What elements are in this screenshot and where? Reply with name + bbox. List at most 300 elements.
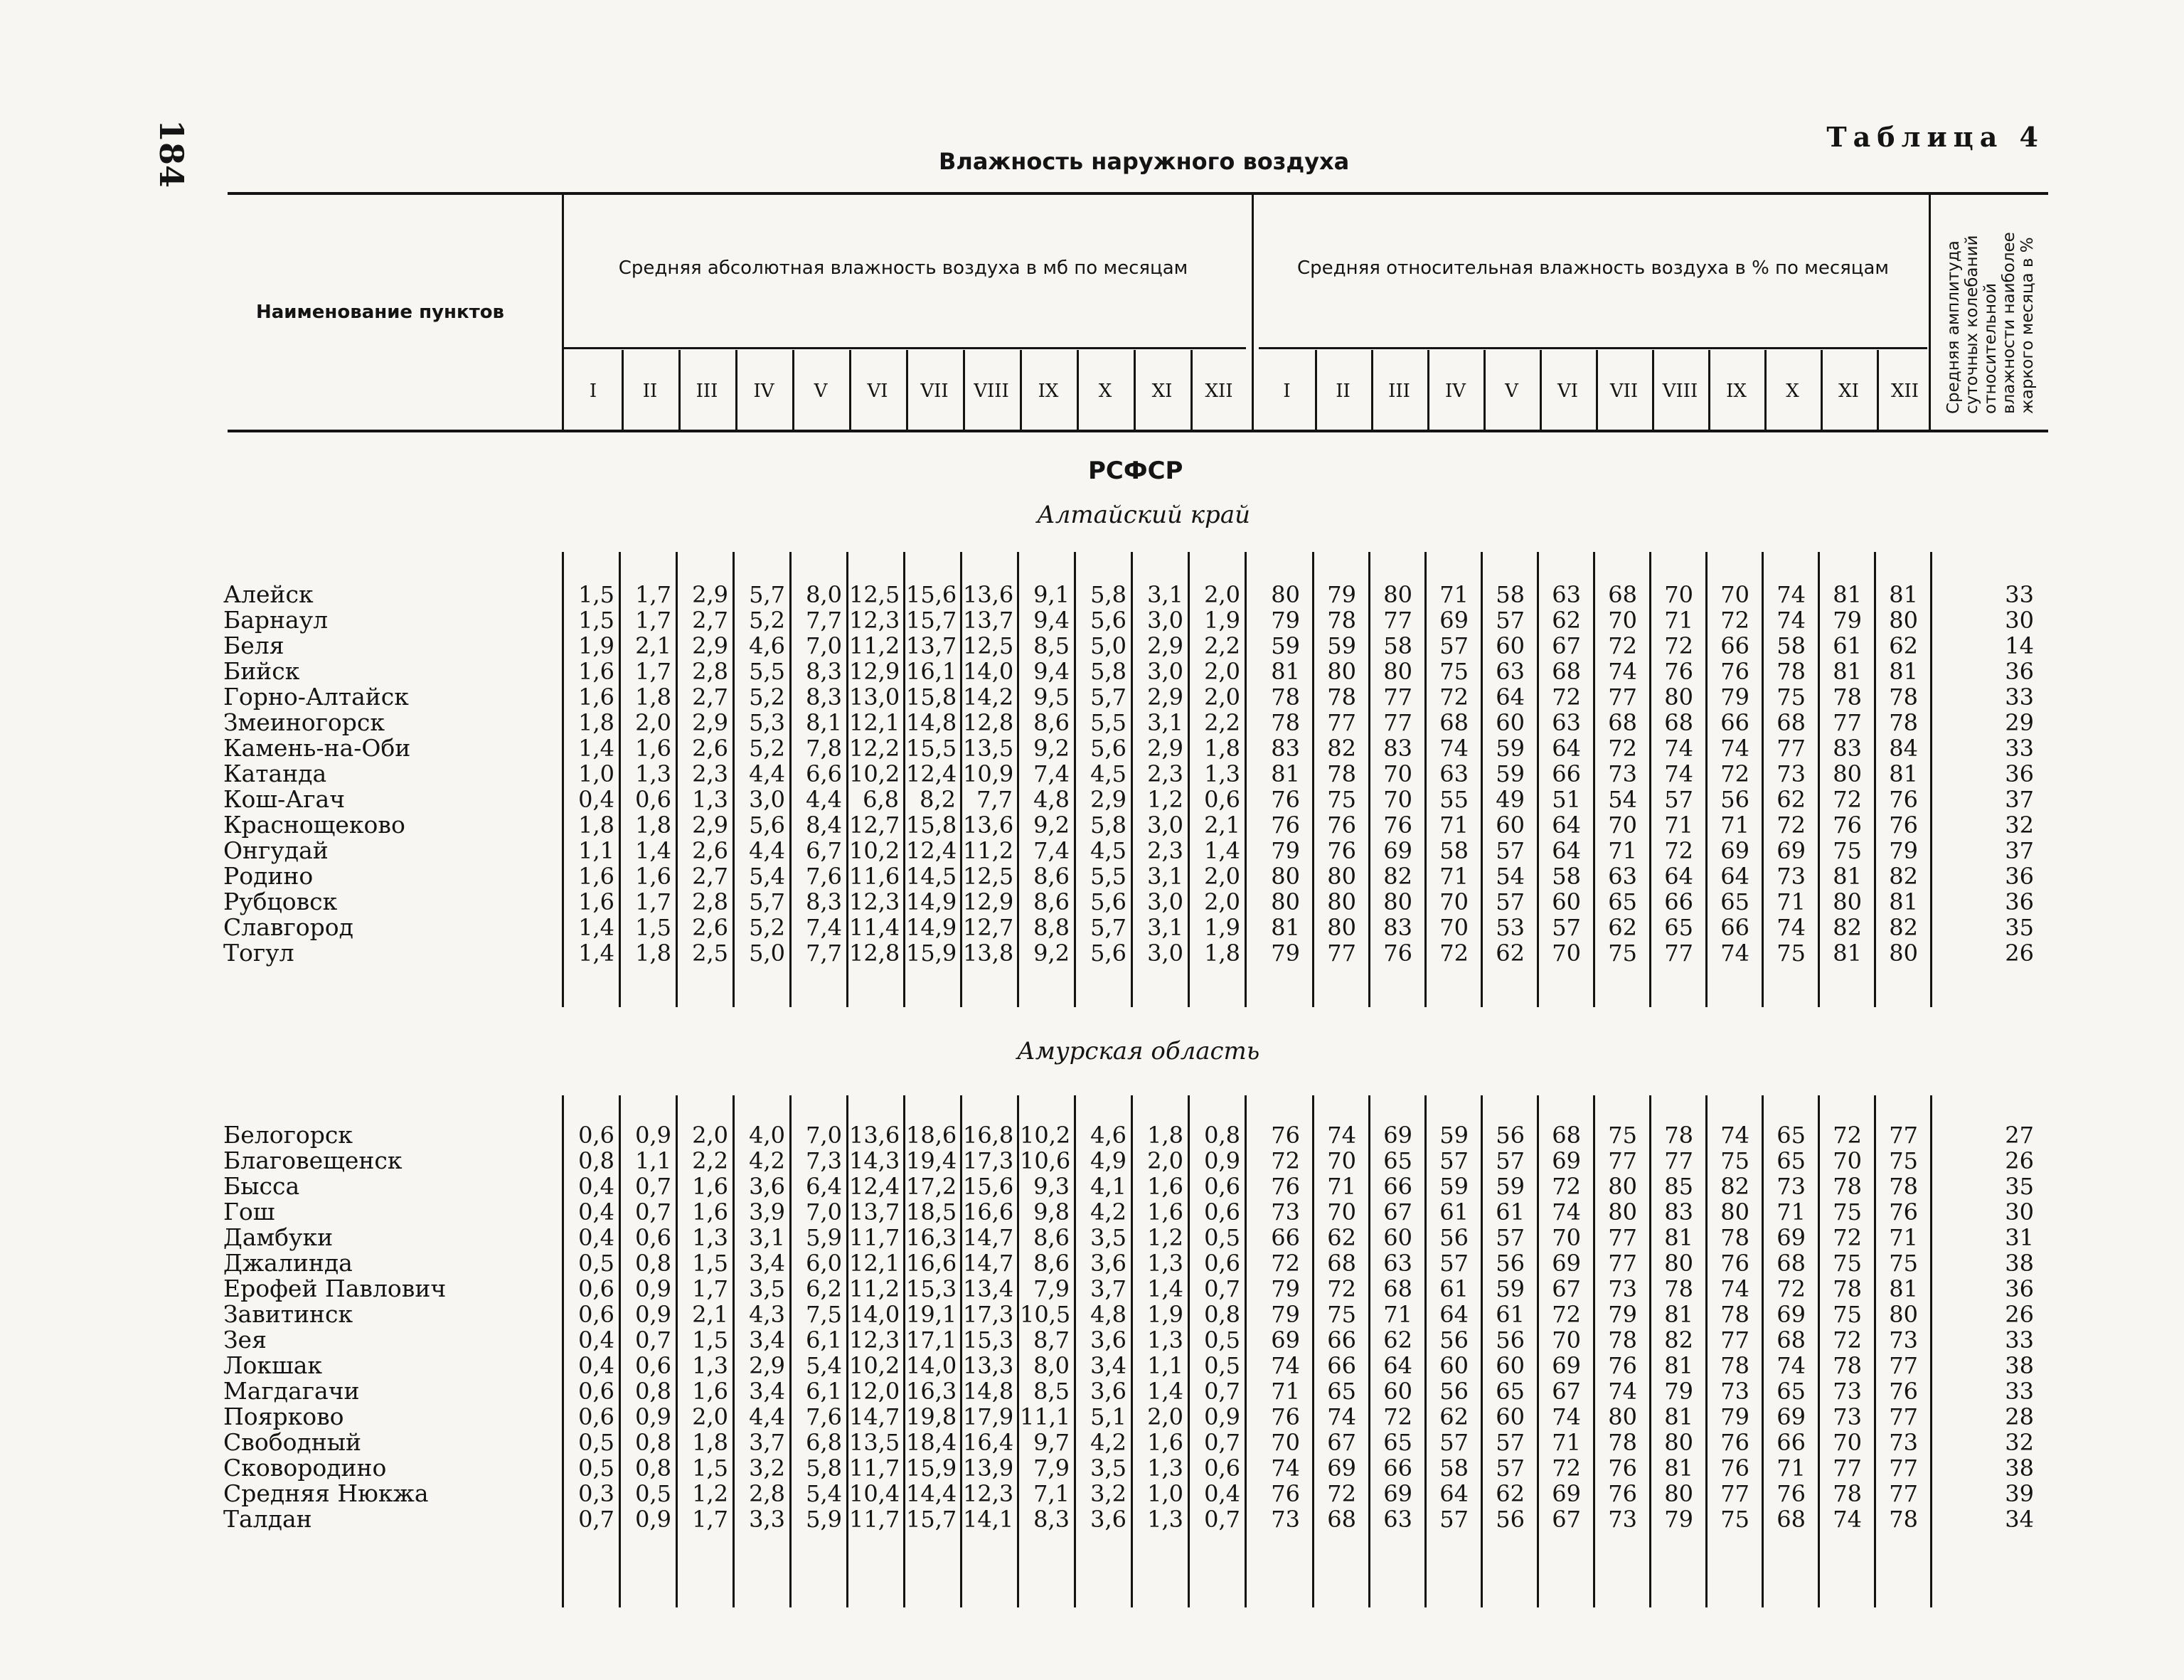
abs-humidity-cell: 2,9 [1090,786,1126,813]
rel-humidity-cell: 79 [1833,607,1862,634]
abs-humidity-cell: 1,3 [1147,1250,1183,1277]
rel-humidity-cell: 61 [1496,1301,1525,1328]
amplitude-cell: 36 [2005,888,2034,915]
abs-humidity-cell: 13,4 [963,1275,1014,1302]
rel-humidity-cell: 80 [1327,863,1356,890]
abs-humidity-cell: 3,3 [749,1506,785,1533]
rel-humidity-cell: 75 [1833,1301,1862,1328]
rel-humidity-cell: 76 [1608,1480,1637,1507]
rel-humidity-cell: 76 [1720,1429,1749,1456]
abs-humidity-cell: 8,6 [1033,709,1070,736]
abs-humidity-cell: 1,2 [692,1480,728,1507]
abs-humidity-cell: 5,6 [1090,940,1126,967]
abs-humidity-cell: 1,6 [635,863,671,890]
rel-humidity-cell: 59 [1496,760,1525,787]
station-name: Родино [223,862,314,890]
rel-humidity-cell: 76 [1720,1455,1749,1482]
abs-humidity-cell: 15,9 [906,1455,957,1482]
rel-humidity-cell: 55 [1439,786,1469,813]
rel-humidity-cell: 57 [1496,1147,1525,1174]
station-name: Бийск [223,657,300,685]
abs-humidity-cell: 9,3 [1033,1173,1070,1200]
abs-humidity-cell: 10,4 [849,1480,900,1507]
rel-humidity-cell: 76 [1608,1352,1637,1379]
rel-humidity-cell: 59 [1327,632,1356,659]
abs-humidity-cell: 14,7 [849,1403,900,1430]
abs-humidity-cell: 9,2 [1033,940,1070,967]
abs-humidity-cell: 0,8 [635,1378,671,1405]
rel-humidity-cell: 77 [1889,1403,1918,1430]
rel-humidity-cell: 78 [1664,1122,1693,1149]
station-name: Белогорск [223,1121,353,1149]
amplitude-cell: 33 [2005,1378,2034,1405]
abs-humidity-cell: 1,4 [1147,1275,1183,1302]
rel-humidity-cell: 77 [1833,709,1862,736]
rel-humidity-cell: 72 [1327,1480,1356,1507]
rel-humidity-cell: 56 [1439,1327,1469,1354]
rel-humidity-cell: 73 [1271,1506,1300,1533]
abs-humidity-cell: 5,6 [749,812,785,839]
header-group-divider [1252,195,1254,430]
rel-humidity-cell: 79 [1664,1506,1693,1533]
abs-humidity-cell: 10,2 [849,837,900,864]
abs-humidity-cell: 8,8 [1033,914,1070,941]
abs-humidity-cell: 2,1 [635,632,671,659]
abs-humidity-cell: 8,2 [920,786,956,813]
station-name: Зея [223,1326,267,1354]
rel-humidity-cell: 74 [1552,1403,1581,1430]
table-row [0,812,2184,838]
abs-humidity-cell: 3,5 [1090,1224,1126,1251]
abs-humidity-cell: 0,6 [635,1224,671,1251]
abs-humidity-cell: 1,6 [1147,1173,1183,1200]
station-name: Ерофей Павлович [223,1275,447,1302]
station-name: Средняя Нюкжа [223,1479,429,1507]
rel-humidity-cell: 79 [1664,1378,1693,1405]
abs-humidity-cell: 1,7 [635,888,671,915]
station-name: Змеиногорск [223,708,385,736]
rel-humidity-cell: 59 [1439,1173,1469,1200]
rel-humidity-cell: 72 [1833,1327,1862,1354]
abs-humidity-cell: 4,9 [1090,1147,1126,1174]
abs-humidity-cell: 0,9 [635,1301,671,1328]
rel-humidity-cell: 62 [1383,1327,1412,1354]
rel-humidity-cell: 78 [1271,684,1300,711]
rel-humidity-cell: 64 [1552,837,1581,864]
amplitude-cell: 30 [2005,1198,2034,1226]
rel-humidity-cell: 62 [1496,940,1525,967]
amplitude-cell: 28 [2005,1403,2034,1430]
rel-humidity-cell: 77 [1383,684,1412,711]
abs-humidity-cell: 1,7 [635,581,671,608]
abs-humidity-cell: 1,3 [692,1224,728,1251]
abs-humidity-cell: 1,1 [578,837,614,864]
abs-humidity-cell: 8,5 [1033,1378,1070,1405]
rel-humidity-cell: 57 [1439,632,1469,659]
rel-humidity-cell: 71 [1439,863,1469,890]
abs-humidity-cell: 5,0 [1090,632,1126,659]
abs-humidity-cell: 14,0 [849,1301,900,1328]
abs-humidity-cell: 0,5 [578,1250,614,1277]
abs-humidity-cell: 9,7 [1033,1429,1070,1456]
abs-humidity-cell: 0,9 [635,1506,671,1533]
rel-humidity-cell: 77 [1720,1327,1749,1354]
abs-humidity-cell: 1,9 [1204,607,1240,634]
rel-humidity-cell: 72 [1608,735,1637,762]
abs-humidity-cell: 7,3 [806,1147,842,1174]
rel-humidity-cell: 68 [1327,1250,1356,1277]
header-col-divider [1020,350,1022,430]
abs-humidity-cell: 4,8 [1090,1301,1126,1328]
abs-humidity-cell: 3,6 [1090,1378,1126,1405]
abs-humidity-cell: 1,6 [578,888,614,915]
rel-humidity-cell: 78 [1327,684,1356,711]
rel-humidity-cell: 49 [1496,786,1525,813]
rel-humidity-cell: 72 [1271,1250,1300,1277]
rel-humidity-cell: 78 [1720,1352,1749,1379]
abs-humidity-cell: 3,7 [749,1429,785,1456]
rel-humidity-cell: 58 [1383,632,1412,659]
rel-humidity-cell: 66 [1720,914,1749,941]
rel-humidity-cell: 82 [1383,863,1412,890]
abs-humidity-cell: 3,0 [1147,940,1183,967]
abs-humidity-cell: 8,1 [806,709,842,736]
abs-humidity-cell: 8,6 [1033,863,1070,890]
rel-humidity-cell: 63 [1608,863,1637,890]
abs-humidity-cell: 0,4 [578,1224,614,1251]
rel-humidity-cell: 74 [1608,658,1637,685]
abs-humidity-cell: 0,7 [578,1506,614,1533]
rel-humidity-cell: 73 [1889,1429,1918,1456]
table-label: Таблица 4 [1826,121,2045,153]
amplitude-cell: 32 [2005,1429,2034,1456]
rel-humidity-cell: 70 [1439,914,1469,941]
abs-humidity-cell: 1,6 [692,1198,728,1226]
rel-humidity-cell: 74 [1608,1378,1637,1405]
table-row [0,1506,2184,1532]
abs-month-header: I [589,381,597,402]
abs-humidity-cell: 0,9 [1204,1147,1240,1174]
rel-humidity-cell: 77 [1889,1122,1918,1149]
rel-humidity-cell: 73 [1608,760,1637,787]
amplitude-cell: 27 [2005,1122,2034,1149]
rel-humidity-cell: 80 [1608,1403,1637,1430]
rel-humidity-cell: 75 [1777,940,1806,967]
rel-humidity-cell: 74 [1777,581,1806,608]
abs-humidity-cell: 1,3 [692,786,728,813]
abs-humidity-cell: 5,2 [749,607,785,634]
rel-humidity-cell: 72 [1271,1147,1300,1174]
rel-month-header: VI [1557,381,1579,402]
rel-humidity-cell: 80 [1664,1429,1693,1456]
abs-humidity-cell: 1,5 [692,1455,728,1482]
abs-humidity-cell: 4,2 [1090,1198,1126,1226]
rel-humidity-cell: 82 [1720,1173,1749,1200]
rel-humidity-cell: 81 [1271,914,1300,941]
rel-humidity-cell: 70 [1271,1429,1300,1456]
rel-humidity-cell: 74 [1833,1506,1862,1533]
abs-humidity-cell: 0,6 [578,1378,614,1405]
amplitude-cell: 35 [2005,1173,2034,1200]
rel-humidity-cell: 78 [1608,1327,1637,1354]
rel-humidity-cell: 76 [1383,940,1412,967]
table-row [0,735,2184,761]
rel-humidity-cell: 72 [1720,760,1749,787]
header-col-divider [1652,350,1654,430]
abs-humidity-cell: 2,2 [1204,632,1240,659]
abs-humidity-cell: 0,9 [635,1403,671,1430]
amplitude-cell: 26 [2005,1301,2034,1328]
amplitude-cell: 38 [2005,1352,2034,1379]
abs-humidity-cell: 1,7 [692,1506,728,1533]
abs-humidity-cell: 6,8 [806,1429,842,1456]
station-name: Поярково [223,1403,344,1430]
abs-humidity-cell: 2,9 [692,709,728,736]
rel-humidity-cell: 76 [1271,812,1300,839]
abs-humidity-cell: 2,8 [692,658,728,685]
rel-humidity-cell: 72 [1777,812,1806,839]
abs-humidity-cell: 2,6 [692,837,728,864]
abs-humidity-cell: 16,3 [906,1378,957,1405]
abs-humidity-cell: 0,8 [635,1250,671,1277]
abs-humidity-cell: 7,0 [806,1198,842,1226]
rel-humidity-cell: 64 [1439,1480,1469,1507]
rel-humidity-cell: 67 [1383,1198,1412,1226]
abs-humidity-cell: 1,4 [578,914,614,941]
abs-humidity-cell: 12,0 [849,1378,900,1405]
rel-humidity-cell: 60 [1439,1352,1469,1379]
rel-humidity-cell: 77 [1383,607,1412,634]
rel-humidity-cell: 77 [1889,1455,1918,1482]
rel-humidity-cell: 66 [1720,632,1749,659]
rel-humidity-cell: 71 [1720,812,1749,839]
rel-humidity-cell: 69 [1552,1250,1581,1277]
abs-humidity-cell: 1,5 [578,581,614,608]
abs-humidity-cell: 1,5 [692,1327,728,1354]
abs-humidity-cell: 2,7 [692,863,728,890]
rel-humidity-cell: 75 [1720,1506,1749,1533]
table-row [0,633,2184,659]
rel-humidity-cell: 57 [1496,1455,1525,1482]
abs-humidity-cell: 0,9 [635,1122,671,1149]
rel-humidity-cell: 77 [1889,1480,1918,1507]
rel-humidity-cell: 65 [1777,1122,1806,1149]
abs-humidity-cell: 2,1 [1204,812,1240,839]
abs-humidity-cell: 7,4 [1033,760,1070,787]
abs-humidity-cell: 8,5 [1033,632,1070,659]
rel-humidity-cell: 58 [1777,632,1806,659]
abs-humidity-cell: 17,9 [963,1403,1014,1430]
abs-humidity-cell: 1,0 [1147,1480,1183,1507]
rel-humidity-cell: 77 [1383,709,1412,736]
abs-humidity-cell: 15,6 [963,1173,1014,1200]
rel-humidity-cell: 66 [1383,1455,1412,1482]
rel-humidity-cell: 58 [1496,581,1525,608]
rel-humidity-cell: 80 [1833,760,1862,787]
rel-humidity-cell: 76 [1271,1122,1300,1149]
rel-humidity-cell: 81 [1833,940,1862,967]
rel-humidity-cell: 79 [1720,1403,1749,1430]
abs-humidity-cell: 8,6 [1033,1250,1070,1277]
amplitude-cell: 33 [2005,581,2034,608]
rel-humidity-cell: 60 [1496,1352,1525,1379]
table-row [0,1174,2184,1199]
rel-month-header: VIII [1662,381,1698,402]
abs-humidity-cell: 0,5 [578,1455,614,1482]
rel-humidity-cell: 71 [1777,1455,1806,1482]
abs-humidity-cell: 5,6 [1090,888,1126,915]
abs-humidity-cell: 11,2 [849,1275,900,1302]
abs-humidity-cell: 2,3 [1147,760,1183,787]
rel-humidity-cell: 78 [1833,1173,1862,1200]
header-top-rule [228,192,2048,195]
rel-humidity-cell: 80 [1271,863,1300,890]
rel-humidity-cell: 56 [1496,1327,1525,1354]
rel-humidity-cell: 72 [1327,1275,1356,1302]
rel-humidity-cell: 62 [1552,607,1581,634]
rel-humidity-cell: 78 [1833,1352,1862,1379]
rel-humidity-cell: 80 [1833,888,1862,915]
abs-humidity-cell: 14,7 [963,1250,1014,1277]
abs-humidity-cell: 2,7 [692,607,728,634]
abs-humidity-cell: 8,7 [1033,1327,1070,1354]
rel-humidity-cell: 70 [1833,1429,1862,1456]
abs-humidity-cell: 0,8 [578,1147,614,1174]
abs-humidity-cell: 1,4 [1204,837,1240,864]
abs-humidity-cell: 6,7 [806,837,842,864]
abs-humidity-cell: 12,3 [849,1327,900,1354]
rel-humidity-cell: 74 [1664,735,1693,762]
region-title-0: Алтайский край [1037,501,1250,529]
rel-humidity-cell: 57 [1496,1429,1525,1456]
abs-humidity-cell: 16,8 [963,1122,1014,1149]
rel-humidity-cell: 75 [1608,1122,1637,1149]
abs-humidity-cell: 1,8 [578,812,614,839]
abs-humidity-cell: 11,2 [963,837,1014,864]
abs-humidity-cell: 0,8 [635,1455,671,1482]
abs-humidity-cell: 2,9 [692,581,728,608]
table-row [0,582,2184,607]
abs-humidity-cell: 13,7 [906,632,957,659]
rel-humidity-cell: 59 [1496,1173,1525,1200]
rel-humidity-cell: 78 [1889,709,1918,736]
rel-humidity-cell: 71 [1889,1224,1918,1251]
rel-humidity-cell: 60 [1383,1378,1412,1405]
rel-humidity-cell: 80 [1327,888,1356,915]
station-name: Завитинск [223,1300,353,1328]
rel-humidity-cell: 64 [1720,863,1749,890]
abs-humidity-cell: 1,5 [578,607,614,634]
abs-humidity-cell: 15,8 [906,812,957,839]
abs-humidity-cell: 1,3 [635,760,671,787]
abs-humidity-cell: 2,9 [1147,684,1183,711]
rel-humidity-cell: 84 [1889,735,1918,762]
abs-humidity-cell: 8,0 [1033,1352,1070,1379]
rel-humidity-cell: 73 [1720,1378,1749,1405]
abs-humidity-cell: 3,0 [1147,812,1183,839]
rel-humidity-cell: 66 [1271,1224,1300,1251]
abs-humidity-cell: 19,4 [906,1147,957,1174]
rel-humidity-cell: 69 [1552,1147,1581,1174]
rel-humidity-cell: 68 [1664,709,1693,736]
abs-humidity-cell: 0,5 [578,1429,614,1456]
rel-humidity-cell: 78 [1833,1480,1862,1507]
rel-humidity-cell: 76 [1720,1250,1749,1277]
rel-humidity-cell: 64 [1552,812,1581,839]
abs-humidity-cell: 13,7 [963,607,1014,634]
table-row [0,889,2184,915]
rel-humidity-cell: 71 [1664,812,1693,839]
rel-humidity-cell: 72 [1664,837,1693,864]
abs-humidity-cell: 14,7 [963,1224,1014,1251]
rel-humidity-cell: 67 [1552,1506,1581,1533]
rel-humidity-cell: 57 [1439,1506,1469,1533]
abs-month-header: IV [753,381,774,402]
rel-humidity-cell: 71 [1439,812,1469,839]
rel-humidity-cell: 65 [1327,1378,1356,1405]
rel-humidity-cell: 65 [1777,1378,1806,1405]
abs-humidity-cell: 13,6 [963,581,1014,608]
abs-humidity-cell: 3,1 [1147,863,1183,890]
abs-humidity-cell: 5,8 [1090,658,1126,685]
abs-month-header: VII [920,381,949,402]
rel-month-header: XII [1890,381,1919,402]
station-name: Магдагачи [223,1377,360,1405]
abs-humidity-cell: 0,4 [578,1352,614,1379]
abs-humidity-cell: 12,9 [963,888,1014,915]
abs-humidity-cell: 12,4 [906,760,957,787]
abs-humidity-cell: 7,8 [806,735,842,762]
rel-humidity-cell: 78 [1327,607,1356,634]
rel-humidity-cell: 69 [1777,1301,1806,1328]
header-col-divider [1540,350,1542,430]
rel-humidity-cell: 56 [1496,1250,1525,1277]
abs-humidity-cell: 3,6 [749,1173,785,1200]
rel-humidity-cell: 59 [1496,1275,1525,1302]
abs-humidity-cell: 12,5 [963,632,1014,659]
station-name: Сковородино [223,1454,387,1482]
rel-humidity-cell: 76 [1889,1198,1918,1226]
abs-humidity-cell: 4,4 [749,760,785,787]
abs-humidity-cell: 17,3 [963,1301,1014,1328]
abs-humidity-cell: 2,0 [1147,1403,1183,1430]
rel-humidity-cell: 70 [1552,1224,1581,1251]
abs-humidity-cell: 2,3 [692,760,728,787]
abs-humidity-cell: 2,3 [1147,837,1183,864]
abs-humidity-cell: 3,7 [1090,1275,1126,1302]
rel-humidity-cell: 58 [1439,1455,1469,1482]
abs-humidity-cell: 4,8 [1033,786,1070,813]
abs-humidity-cell: 5,2 [749,914,785,941]
abs-humidity-cell: 5,2 [749,735,785,762]
amplitude-cell: 33 [2005,1327,2034,1354]
amplitude-cell: 36 [2005,863,2034,890]
rel-humidity-cell: 69 [1327,1455,1356,1482]
abs-humidity-cell: 13,5 [849,1429,900,1456]
abs-humidity-cell: 12,1 [849,709,900,736]
rel-humidity-cell: 74 [1552,1198,1581,1226]
table-row [0,1148,2184,1174]
rel-humidity-cell: 79 [1720,684,1749,711]
rel-humidity-cell: 69 [1777,1403,1806,1430]
table-row [0,915,2184,940]
rel-humidity-cell: 79 [1327,581,1356,608]
header-col-divider [1315,350,1317,430]
rel-humidity-cell: 80 [1664,1480,1693,1507]
abs-humidity-cell: 5,7 [1090,914,1126,941]
rel-humidity-cell: 59 [1271,632,1300,659]
header-col-divider [1483,350,1486,430]
